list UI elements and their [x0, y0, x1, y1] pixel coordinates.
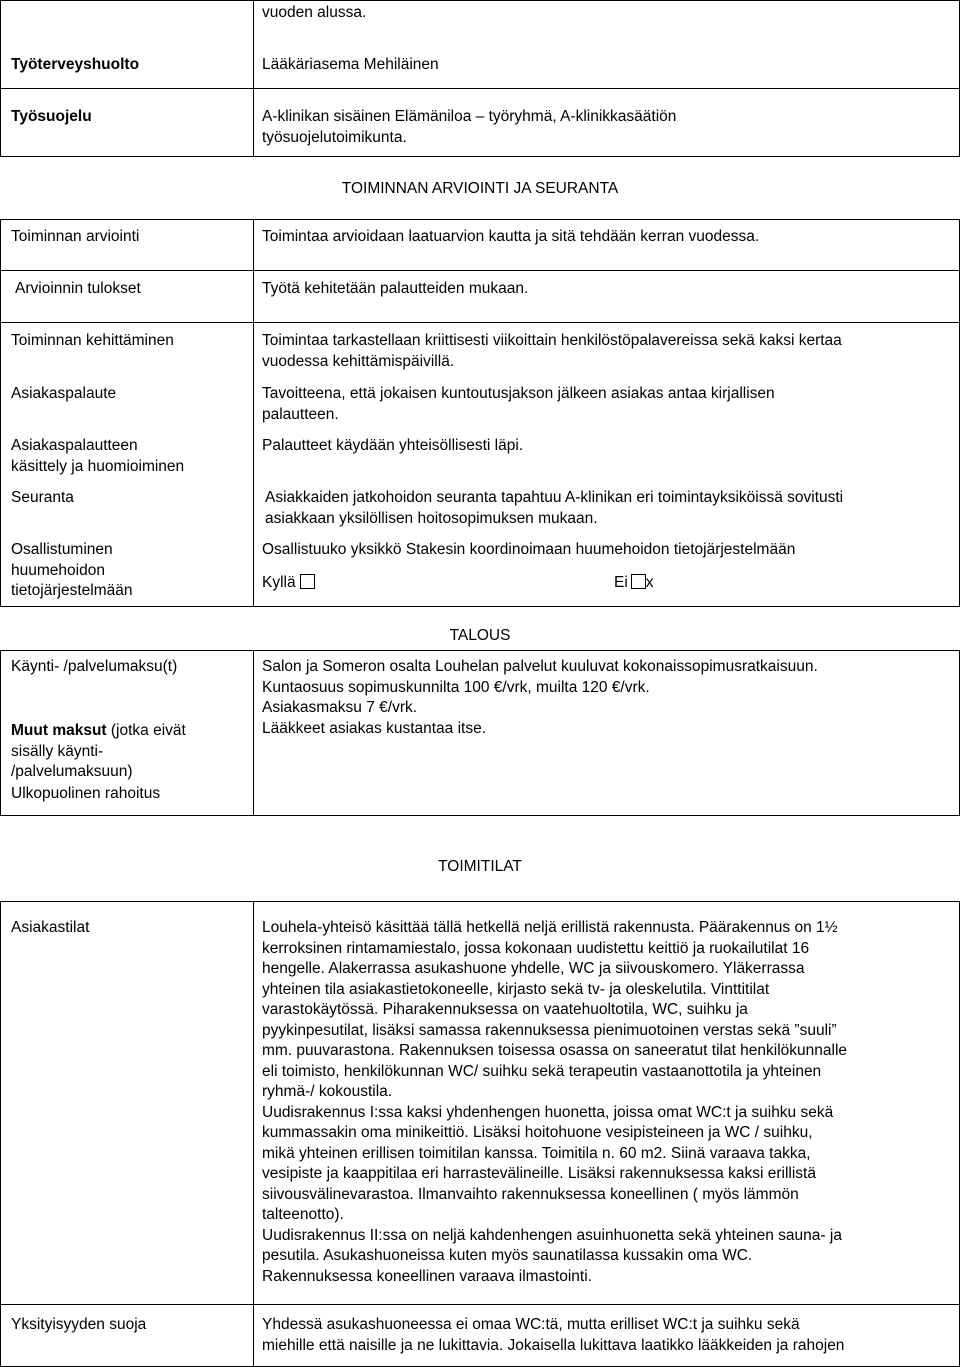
kehittaminen-value-line: Toimintaa tarkastellaan kriittisesti viikoittain henkilöstöpalavereissa sekä kaksi kertaa — [262, 332, 842, 349]
asiakastilat-line: pesutila. Asukashuoneissa kuten myös saunatilassa kussakin oma WC. — [262, 1247, 753, 1264]
ei-mark: x — [645, 574, 654, 591]
ei-checkbox[interactable] — [631, 574, 646, 589]
asiakastilat-line: Rakennuksessa koneellinen varaava ilmastointi. — [262, 1267, 592, 1285]
muut-maksut-label — [11, 721, 246, 783]
tyosuojelu-value — [262, 107, 952, 148]
osallistuminen-label-line: huumehoidon — [11, 561, 105, 579]
muut-maksut-line: sisälly käynti- — [11, 742, 104, 760]
osallistuminen-label-line: Osallistuminen — [11, 541, 113, 558]
asiakaspalaute-label: Asiakaspalaute — [11, 385, 117, 402]
toimitilat-heading: TOIMITILAT — [438, 858, 522, 875]
talous-line: Kuntaosuus sopimuskunnilta 100 €/vrk, muilta 120 €/vrk. — [262, 678, 650, 696]
asiakastilat-line: talteenotto). — [262, 1206, 344, 1223]
tyoterveyshuolto-value: Lääkäriasema Mehiläinen — [262, 56, 439, 73]
osallistuminen-label — [11, 540, 246, 602]
toiminnan-kehittaminen-label: Toiminnan kehittäminen — [11, 332, 174, 349]
asiakastilat-line: kummassakin oma minikeittiö. Lisäksi hoitohuone vesipisteineen ja WC / suihku, — [262, 1124, 813, 1141]
palautteen-kasittely-label — [11, 436, 246, 477]
asiakastilat-line: Uudisrakennus I:ssa kaksi yhdenhengen huonetta, joissa omat WC:t ja suihku sekä — [262, 1103, 834, 1121]
talous-line: Asiakasmaksu 7 €/vrk. — [262, 699, 418, 716]
kehittaminen-value-line: vuodessa kehittämispäivillä. — [262, 352, 455, 370]
tyoterveyshuolto-label: Työterveyshuolto — [11, 56, 140, 73]
arvioinnin-tulokset-value: Työtä kehitetään palautteiden mukaan. — [262, 280, 529, 297]
asiakastilat-line: Louhela-yhteisö käsittää tällä hetkellä neljä erillistä rakennusta. Päärakennus on 1½ — [262, 919, 838, 936]
kasittely-label-line: käsittely ja huomioiminen — [11, 457, 185, 475]
asiakastilat-value — [262, 918, 952, 1287]
tyosuojelu-value-line: työsuojelutoimikunta. — [262, 128, 407, 146]
asiakastilat-line: mm. puuvarastona. Rakennuksen toisessa osassa on saneeratut tilat henkilökunnalle — [262, 1042, 848, 1059]
continuation-text: vuoden alussa. — [262, 4, 367, 21]
toiminnan-arviointi-label: Toiminnan arviointi — [11, 228, 140, 245]
osallistuminen-question: Osallistuuko yksikkö Stakesin koordinoimaan huumehoidon tietojärjestelmään — [262, 541, 796, 558]
muut-maksut-line: /palvelumaksuun) — [11, 763, 133, 780]
asiakaspalaute-value-line: palautteen. — [262, 405, 339, 423]
kasittely-label-line: Asiakaspalautteen — [11, 437, 138, 454]
asiakastilat-line: ryhmä-/ kokoustila. — [262, 1083, 393, 1100]
asiakastilat-line: vesipiste ja kaappitilaa eri harrastevälineille. Lisäksi rakennuksessa kaksi erillistä — [262, 1165, 816, 1182]
talous-value — [262, 657, 952, 739]
asiakastilat-line: Uudisrakennus II:ssa on neljä kahdenhengen asuinhuonetta sekä yhteinen sauna- ja — [262, 1226, 842, 1244]
asiakastilat-line: eli toimisto, henkilökunnan WC/ suihku sekä terapeutin vastaanottotila ja yhteinen — [262, 1062, 822, 1080]
muut-maksut-bold: Muut maksut — [11, 722, 107, 739]
talous-heading: TALOUS — [449, 627, 511, 644]
asiakaspalaute-value — [262, 384, 952, 425]
osallistuminen-label-line: tietojärjestelmään — [11, 582, 133, 599]
yksityisyys-line: miehille että naisille ja ne lukittavia. Jokaisella lukittava laatikko lääkkeiden ja rahojen — [262, 1336, 845, 1354]
seuranta-label: Seuranta — [11, 489, 74, 506]
tyosuojelu-value-line: A-klinikan sisäinen Elämäniloa – työryhmä, A-klinikkasäätiön — [262, 108, 677, 125]
tyosuojelu-label: Työsuojelu — [11, 108, 92, 125]
kylla-option[interactable] — [262, 573, 315, 594]
talous-line: Salon ja Someron osalta Louhelan palvelut kuuluvat kokonaissopimusratkaisuun. — [262, 658, 818, 675]
talous-line: Lääkkeet asiakas kustantaa itse. — [262, 719, 487, 737]
asiakastilat-label: Asiakastilat — [11, 919, 90, 936]
yksityisyys-line: Yhdessä asukashuoneessa ei omaa WC:tä, mutta erilliset WC:t ja suihku sekä — [262, 1316, 800, 1333]
ulkopuolinen-rahoitus-label: Ulkopuolinen rahoitus — [11, 785, 161, 802]
kylla-label: Kyllä — [262, 574, 296, 591]
asiakaspalaute-value-line: Tavoitteena, että jokaisen kuntoutusjakson jälkeen asiakas antaa kirjallisen — [262, 385, 775, 402]
ei-option[interactable] — [614, 573, 654, 594]
palautteen-kasittely-value: Palautteet käydään yhteisöllisesti läpi. — [262, 437, 524, 454]
asiakastilat-line: siivousvälinevarastoa. Ilmanvaihto rakennuksessa koneellinen ( myös lämmön — [262, 1185, 799, 1203]
muut-maksut-rest: (jotka eivät — [106, 722, 186, 739]
arvioinnin-tulokset-label: Arvioinnin tulokset — [15, 280, 141, 297]
asiakastilat-line: pyykinpesutilat, lisäksi samassa rakennuksessa pienimuotoinen verstas sekä ”suuli” — [262, 1021, 837, 1039]
seuranta-value — [265, 488, 955, 529]
asiakastilat-line: hengelle. Alakerrassa asukashuone yhdelle, WC ja siivouskomero. Yläkerrassa — [262, 960, 805, 977]
seuranta-value-line: asiakkaan yksilöllisen hoitosopimuksen mukaan. — [265, 509, 598, 527]
yksityisyys-label: Yksityisyyden suoja — [11, 1316, 147, 1333]
toiminnan-arviointi-value: Toimintaa arvioidaan laatuarvion kautta ja sitä tehdään kerran vuodessa. — [262, 228, 760, 245]
toiminnan-kehittaminen-value — [262, 331, 952, 372]
kayntimaksu-label: Käynti- /palvelumaksu(t) — [11, 658, 178, 675]
arviointi-heading: TOIMINNAN ARVIOINTI JA SEURANTA — [341, 180, 619, 197]
asiakastilat-line: varastokäytössä. Piharakennuksessa on vaatehuoltotila, WC, suihku ja — [262, 1001, 748, 1018]
kylla-checkbox[interactable] — [300, 574, 315, 589]
yksityisyys-value — [262, 1315, 952, 1356]
ei-label: Ei — [614, 574, 628, 591]
asiakastilat-line: kerroksinen rintamamiestalo, jossa kokonaan uudistettu keittiö ja ruokailutilat 16 — [262, 939, 810, 957]
seuranta-value-line: Asiakkaiden jatkohoidon seuranta tapahtuu A-klinikan eri toimintayksiköissä sovitusti — [265, 489, 844, 506]
asiakastilat-line: yhteinen tila asiakastietokoneelle, kirjasto sekä tv- ja oleskelutila. Vinttitilat — [262, 980, 770, 998]
asiakastilat-line: mikä yhteinen erillisen toimitilan kanssa. Toimitila n. 60 m2. Siinä varaava takka, — [262, 1144, 811, 1162]
